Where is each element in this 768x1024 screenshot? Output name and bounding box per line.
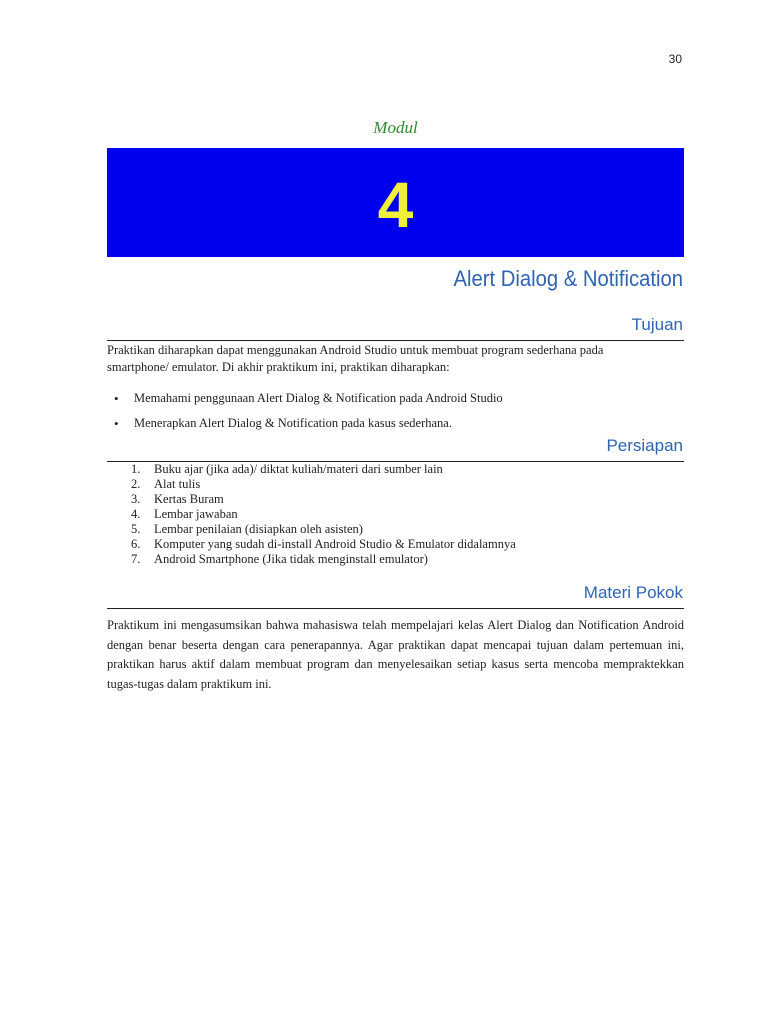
section-heading-tujuan: Tujuan: [631, 315, 683, 334]
bullet-icon: •: [114, 391, 119, 406]
list-item-number: 7.: [131, 552, 141, 566]
tujuan-intro: [107, 342, 684, 376]
page-number: 30: [668, 52, 682, 66]
list-item-text: Lembar jawaban: [154, 507, 238, 521]
list-item-text: Lembar penilaian (disiapkan oleh asisten): [154, 522, 363, 536]
list-item-number: 6.: [131, 537, 141, 551]
list-item: [107, 522, 684, 537]
tujuan-intro-line-1: Praktikan diharapkan dapat menggunakan Android Studio untuk membuat program sederhana pada: [107, 343, 604, 357]
list-item: [107, 492, 684, 507]
list-item: [107, 537, 684, 552]
list-item-number: 5.: [131, 522, 141, 536]
list-item-text: Alat tulis: [154, 477, 201, 491]
list-item-number: 1.: [131, 462, 141, 476]
modul-number: 4: [377, 168, 414, 241]
list-item: [107, 552, 684, 567]
list-item-number: 3.: [131, 492, 141, 506]
section-heading-materi-pokok: Materi Pokok: [583, 583, 683, 602]
list-item-text: Kertas Buram: [154, 492, 224, 506]
list-item-number: 4.: [131, 507, 141, 521]
list-item-text: Komputer yang sudah di-install Android Studio & Emulator didalamnya: [154, 537, 516, 551]
section-divider-tujuan: [107, 340, 684, 341]
section-divider-materi-pokok: [107, 608, 684, 609]
list-item: [107, 477, 684, 492]
list-item: [107, 462, 684, 477]
list-item-number: 2.: [131, 477, 141, 491]
list-item: [107, 507, 684, 522]
modul-banner: [107, 148, 684, 257]
list-item-text: Android Smartphone (Jika tidak menginstall emulator): [154, 552, 428, 566]
bullet-icon: •: [114, 416, 119, 431]
tujuan-bullet-list: [107, 390, 684, 440]
list-item-text: Menerapkan Alert Dialog & Notification pada kasus sederhana.: [134, 416, 452, 430]
persiapan-numbered-list: [107, 462, 684, 567]
list-item-text: Memahami penggunaan Alert Dialog & Notification pada Android Studio: [134, 391, 503, 405]
modul-label: Modul: [373, 118, 418, 137]
tujuan-intro-line-2: smartphone/ emulator. Di akhir praktikum ini, praktikan diharapkan:: [107, 360, 450, 374]
list-item-text: Buku ajar (jika ada)/ diktat kuliah/materi dari sumber lain: [154, 462, 443, 476]
materi-pokok-paragraph: Praktikum ini mengasumsikan bahwa mahasiswa telah mempelajari kelas Alert Dialog dan Notification Android dengan benar beserta dengan cara penerapannya. Agar praktikan dapat mencapai tujuan dalam pertemuan ini, praktikan harus aktif dalam membuat program dan menyelesaikan setiap kasus serta mencoba mempraktekkan tugas-tugas dalam praktikum ini.: [107, 618, 684, 691]
document-title: Alert Dialog & Notification: [453, 266, 683, 291]
section-heading-persiapan: Persiapan: [606, 436, 683, 455]
list-item: [107, 390, 684, 415]
